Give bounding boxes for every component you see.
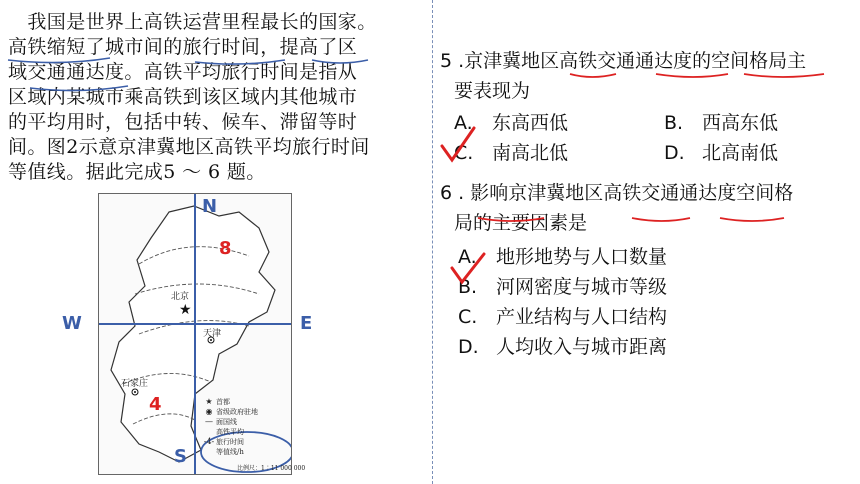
legend-boundary: 面国线: [216, 418, 237, 426]
passage-line: 等值线。据此完成5 ～ 6 题。: [8, 161, 266, 183]
city-label-tianjin: 天津: [203, 329, 222, 339]
map-figure: [98, 193, 306, 475]
passage-line: 我国是世界上高铁运营里程最长的国家。: [8, 11, 377, 33]
question-6-stem: [440, 178, 858, 238]
compass-west: W: [62, 313, 82, 334]
shijiazhuang-dot-center: [134, 391, 136, 393]
zone-number-south: 4: [149, 394, 162, 415]
legend-isoline-3: 等值线/h: [216, 448, 244, 456]
compass-north: N: [202, 196, 218, 217]
passage-line: 的平均用时，包括中转、候车、滞留等时: [8, 111, 358, 133]
tianjin-dot-center: [210, 339, 212, 341]
passage-line: 高铁缩短了城市间的旅行时间，提高了区: [8, 36, 358, 58]
question-6-options: [458, 242, 858, 362]
map-scale: 比例尺：1∶11 000 000: [237, 465, 306, 472]
passage-line: 区域内某城市乘高铁到该区域内其他城市: [8, 86, 358, 108]
option-6c[interactable]: C. 产业结构与人口结构: [458, 306, 668, 328]
passage-line: 域交通通达度。高铁平均旅行时间是指从: [8, 61, 358, 83]
city-label-beijing: 北京: [171, 292, 190, 302]
legend-isoline-1: 高铁平均: [216, 428, 244, 436]
question-5-options: [454, 108, 858, 168]
legend-isoline-2: 旅行时间: [216, 438, 244, 446]
option-6b[interactable]: B. 河网密度与城市等级: [458, 276, 668, 298]
provincial-dot-icon: ◉: [205, 407, 213, 416]
question-5-line2: 要表现为: [454, 80, 531, 102]
question-6-line1: 6 . 影响京津冀地区高铁交通通达度空间格: [440, 182, 794, 204]
map-legend: [202, 397, 282, 457]
passage-line: 间。图2示意京津冀地区高铁平均旅行时间: [8, 136, 370, 158]
beijing-star: ★: [179, 302, 192, 318]
question-6-line2: 局的主要因素是: [454, 212, 588, 234]
option-5d[interactable]: D. 北高南低: [664, 142, 779, 164]
questions-panel: [440, 46, 858, 362]
option-5b[interactable]: B. 西高东低: [664, 112, 779, 134]
capital-star-icon: ★: [205, 397, 213, 406]
question-5-line1: 5 .京津冀地区高铁交通通达度的空间格局主: [440, 50, 807, 72]
option-5c[interactable]: C. 南高北低: [454, 142, 569, 164]
city-label-shijiazhuang: 石家庄: [121, 379, 149, 389]
question-5-stem: [440, 46, 858, 106]
option-6a[interactable]: A. 地形地势与人口数量: [458, 246, 668, 268]
boundary-line-icon: —: [205, 417, 213, 426]
zone-number-north: 8: [219, 238, 232, 259]
option-5a[interactable]: A. 东高西低: [454, 112, 569, 134]
reading-passage: [8, 10, 426, 185]
column-divider: [432, 0, 433, 484]
compass-south: S: [174, 446, 187, 467]
isoline-icon: -4-: [203, 437, 215, 446]
option-6d[interactable]: D. 人均收入与城市距离: [458, 336, 668, 358]
legend-provincial: 省级政府驻地: [216, 408, 258, 416]
compass-east: E: [300, 313, 313, 334]
legend-capital: 首都: [216, 398, 230, 406]
